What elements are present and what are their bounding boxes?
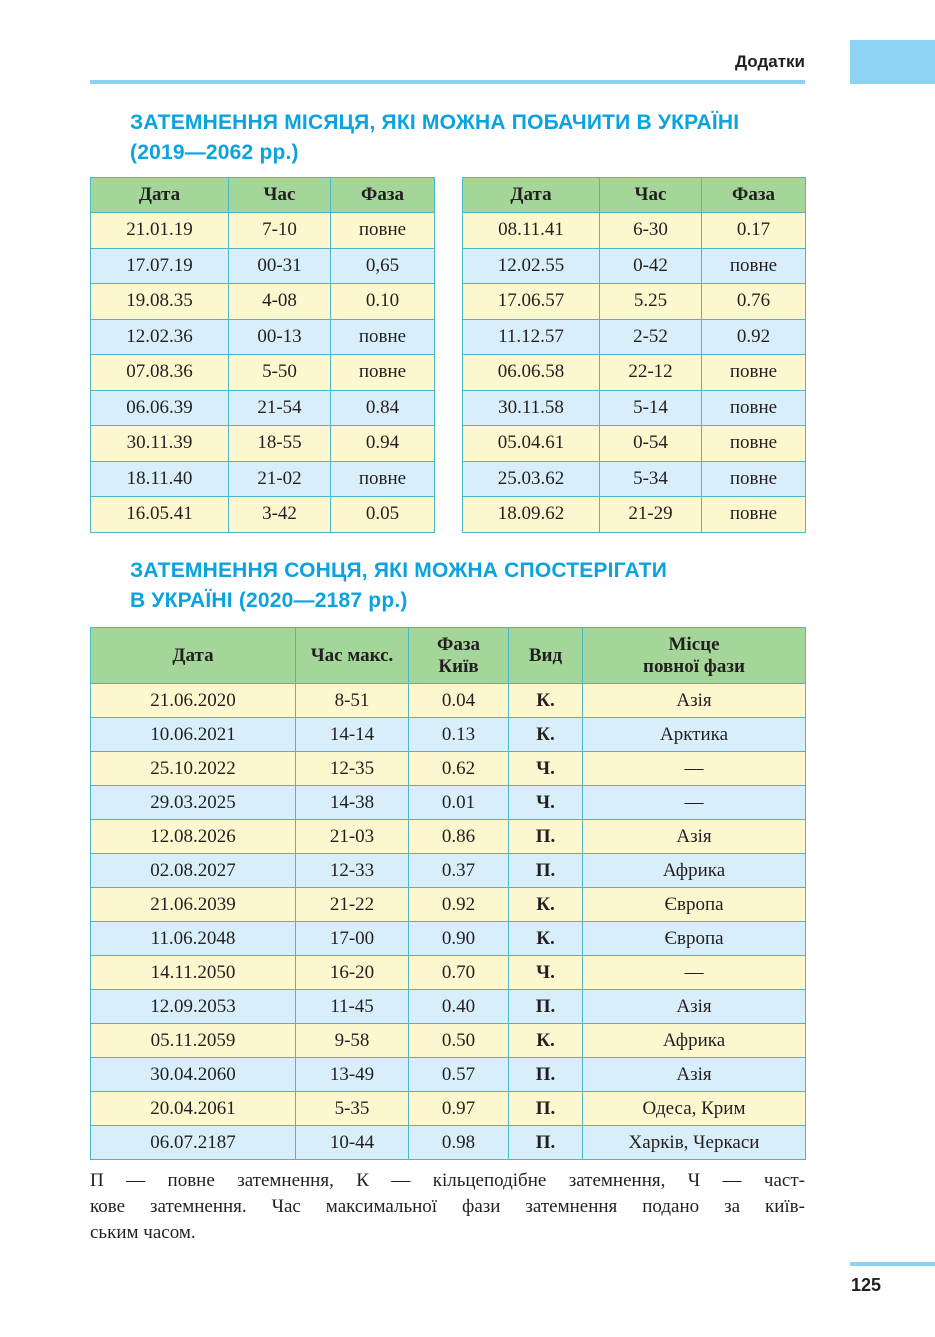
column-header-time: Час bbox=[600, 178, 702, 213]
phase-cell: повне bbox=[331, 461, 435, 497]
type-cell: К. bbox=[509, 684, 583, 718]
lunar-title-line1: ЗАТЕМНЕННЯ МІСЯЦЯ, ЯКІ МОЖНА ПОБАЧИТИ В УКРАЇНІ bbox=[130, 111, 740, 134]
table-row bbox=[91, 684, 806, 718]
table-row bbox=[91, 1024, 806, 1058]
table-row bbox=[91, 786, 806, 820]
solar-title-line2: В УКРАЇНІ (2020—2187 рр.) bbox=[130, 589, 408, 612]
lunar-title-line2: (2019—2062 рр.) bbox=[130, 141, 299, 164]
phase-cell: 0.17 bbox=[702, 213, 806, 249]
phase-cell: 0.10 bbox=[331, 284, 435, 320]
table-row bbox=[91, 248, 435, 284]
time-cell: 2-52 bbox=[600, 319, 702, 355]
phase-cell: повне bbox=[702, 497, 806, 533]
time-cell: 5-14 bbox=[600, 390, 702, 426]
date-cell: 05.04.61 bbox=[463, 426, 600, 462]
table-row bbox=[91, 854, 806, 888]
phase-cell: повне bbox=[702, 461, 806, 497]
phase-kyiv-cell: 0.98 bbox=[409, 1126, 509, 1160]
place-cell: Африка bbox=[583, 854, 806, 888]
date-cell: 21.06.2020 bbox=[91, 684, 296, 718]
table-header-row bbox=[91, 628, 806, 684]
max-time-cell: 14-14 bbox=[296, 718, 409, 752]
max-time-cell: 11-45 bbox=[296, 990, 409, 1024]
column-header-phase-line2: Київ bbox=[438, 655, 479, 677]
date-cell: 17.07.19 bbox=[91, 248, 229, 284]
time-cell: 21-02 bbox=[229, 461, 331, 497]
date-cell: 11.12.57 bbox=[463, 319, 600, 355]
column-header-type: Вид bbox=[509, 628, 583, 684]
table-row bbox=[91, 319, 435, 355]
column-header-phase-kyiv bbox=[409, 628, 509, 684]
place-cell: Азія bbox=[583, 684, 806, 718]
table-row bbox=[463, 248, 806, 284]
date-cell: 06.06.58 bbox=[463, 355, 600, 391]
column-header-phase: Фаза bbox=[702, 178, 806, 213]
table-row bbox=[91, 820, 806, 854]
place-cell: Європа bbox=[583, 922, 806, 956]
date-cell: 25.03.62 bbox=[463, 461, 600, 497]
max-time-cell: 12-33 bbox=[296, 854, 409, 888]
table-row bbox=[91, 752, 806, 786]
phase-cell: 0.84 bbox=[331, 390, 435, 426]
phase-cell: 0,65 bbox=[331, 248, 435, 284]
column-header-date: Дата bbox=[91, 178, 229, 213]
date-cell: 12.02.55 bbox=[463, 248, 600, 284]
type-cell: П. bbox=[509, 820, 583, 854]
phase-cell: 0.92 bbox=[702, 319, 806, 355]
table-row bbox=[91, 426, 435, 462]
date-cell: 25.10.2022 bbox=[91, 752, 296, 786]
max-time-cell: 14-38 bbox=[296, 786, 409, 820]
max-time-cell: 9-58 bbox=[296, 1024, 409, 1058]
max-time-cell: 16-20 bbox=[296, 956, 409, 990]
date-cell: 11.06.2048 bbox=[91, 922, 296, 956]
solar-eclipse-table bbox=[90, 627, 806, 1160]
date-cell: 08.11.41 bbox=[463, 213, 600, 249]
date-cell: 16.05.41 bbox=[91, 497, 229, 533]
table-row bbox=[463, 213, 806, 249]
date-cell: 06.07.2187 bbox=[91, 1126, 296, 1160]
time-cell: 5-34 bbox=[600, 461, 702, 497]
time-cell: 18-55 bbox=[229, 426, 331, 462]
header-tab-marker bbox=[850, 40, 935, 84]
place-cell: Африка bbox=[583, 1024, 806, 1058]
table-row bbox=[91, 922, 806, 956]
phase-kyiv-cell: 0.50 bbox=[409, 1024, 509, 1058]
date-cell: 14.11.2050 bbox=[91, 956, 296, 990]
place-cell: — bbox=[583, 752, 806, 786]
max-time-cell: 21-22 bbox=[296, 888, 409, 922]
date-cell: 12.08.2026 bbox=[91, 820, 296, 854]
phase-cell: повне bbox=[702, 390, 806, 426]
phase-cell: 0.94 bbox=[331, 426, 435, 462]
table-row bbox=[463, 426, 806, 462]
table-row bbox=[91, 284, 435, 320]
time-cell: 00-13 bbox=[229, 319, 331, 355]
column-header-max-time: Час макс. bbox=[296, 628, 409, 684]
type-cell: П. bbox=[509, 1092, 583, 1126]
time-cell: 0-42 bbox=[600, 248, 702, 284]
max-time-cell: 10-44 bbox=[296, 1126, 409, 1160]
column-header-phase-line1: Фаза bbox=[437, 633, 480, 655]
time-cell: 7-10 bbox=[229, 213, 331, 249]
phase-kyiv-cell: 0.01 bbox=[409, 786, 509, 820]
lunar-title bbox=[130, 108, 739, 168]
date-cell: 30.04.2060 bbox=[91, 1058, 296, 1092]
phase-kyiv-cell: 0.86 bbox=[409, 820, 509, 854]
phase-kyiv-cell: 0.70 bbox=[409, 956, 509, 990]
time-cell: 21-29 bbox=[600, 497, 702, 533]
lunar-eclipse-table-right bbox=[462, 177, 806, 533]
date-cell: 10.06.2021 bbox=[91, 718, 296, 752]
time-cell: 6-30 bbox=[600, 213, 702, 249]
max-time-cell: 8-51 bbox=[296, 684, 409, 718]
time-cell: 4-08 bbox=[229, 284, 331, 320]
table-row bbox=[463, 390, 806, 426]
type-cell: П. bbox=[509, 1126, 583, 1160]
date-cell: 30.11.39 bbox=[91, 426, 229, 462]
max-time-cell: 21-03 bbox=[296, 820, 409, 854]
footnote-line3: ським часом. bbox=[90, 1222, 196, 1243]
footer-rule bbox=[850, 1262, 935, 1266]
date-cell: 18.11.40 bbox=[91, 461, 229, 497]
table-row bbox=[463, 461, 806, 497]
time-cell: 21-54 bbox=[229, 390, 331, 426]
header-rule bbox=[90, 80, 805, 84]
table-row bbox=[91, 497, 435, 533]
table-row bbox=[91, 1126, 806, 1160]
time-cell: 3-42 bbox=[229, 497, 331, 533]
footnote-line1: П — повне затемнення, К — кільцеподібне затемнення, Ч — част- bbox=[90, 1170, 805, 1191]
table-row bbox=[463, 355, 806, 391]
place-cell: Одеса, Крим bbox=[583, 1092, 806, 1126]
phase-kyiv-cell: 0.37 bbox=[409, 854, 509, 888]
time-cell: 22-12 bbox=[600, 355, 702, 391]
place-cell: — bbox=[583, 956, 806, 990]
date-cell: 12.09.2053 bbox=[91, 990, 296, 1024]
phase-kyiv-cell: 0.97 bbox=[409, 1092, 509, 1126]
table-row bbox=[463, 497, 806, 533]
phase-cell: повне bbox=[331, 213, 435, 249]
lunar-eclipse-table-left bbox=[90, 177, 435, 533]
column-header-phase: Фаза bbox=[331, 178, 435, 213]
phase-cell: 0.76 bbox=[702, 284, 806, 320]
place-cell: Азія bbox=[583, 1058, 806, 1092]
type-cell: К. bbox=[509, 888, 583, 922]
place-cell: Європа bbox=[583, 888, 806, 922]
place-cell: Харків, Черкаси bbox=[583, 1126, 806, 1160]
type-cell: Ч. bbox=[509, 786, 583, 820]
time-cell: 5-50 bbox=[229, 355, 331, 391]
date-cell: 29.03.2025 bbox=[91, 786, 296, 820]
phase-kyiv-cell: 0.92 bbox=[409, 888, 509, 922]
date-cell: 17.06.57 bbox=[463, 284, 600, 320]
place-cell: Азія bbox=[583, 990, 806, 1024]
table-row bbox=[91, 1058, 806, 1092]
time-cell: 00-31 bbox=[229, 248, 331, 284]
date-cell: 02.08.2027 bbox=[91, 854, 296, 888]
date-cell: 21.01.19 bbox=[91, 213, 229, 249]
type-cell: П. bbox=[509, 854, 583, 888]
column-header-date: Дата bbox=[463, 178, 600, 213]
table-row bbox=[91, 390, 435, 426]
max-time-cell: 12-35 bbox=[296, 752, 409, 786]
date-cell: 21.06.2039 bbox=[91, 888, 296, 922]
table-row bbox=[91, 213, 435, 249]
type-cell: К. bbox=[509, 922, 583, 956]
phase-cell: повне bbox=[702, 426, 806, 462]
column-header-place-line2: повної фази bbox=[643, 655, 745, 677]
place-cell: Арктика bbox=[583, 718, 806, 752]
column-header-time: Час bbox=[229, 178, 331, 213]
phase-cell: 0.05 bbox=[331, 497, 435, 533]
type-cell: Ч. bbox=[509, 752, 583, 786]
phase-cell: повне bbox=[702, 355, 806, 391]
date-cell: 07.08.36 bbox=[91, 355, 229, 391]
date-cell: 30.11.58 bbox=[463, 390, 600, 426]
table-row bbox=[463, 319, 806, 355]
table-row bbox=[91, 461, 435, 497]
phase-kyiv-cell: 0.04 bbox=[409, 684, 509, 718]
solar-title-line1: ЗАТЕМНЕННЯ СОНЦЯ, ЯКІ МОЖНА СПОСТЕРІГАТИ bbox=[130, 559, 668, 582]
phase-kyiv-cell: 0.90 bbox=[409, 922, 509, 956]
date-cell: 20.04.2061 bbox=[91, 1092, 296, 1126]
column-header-place bbox=[583, 628, 806, 684]
type-cell: К. bbox=[509, 718, 583, 752]
max-time-cell: 17-00 bbox=[296, 922, 409, 956]
table-header-row bbox=[91, 178, 435, 213]
solar-title bbox=[130, 556, 667, 616]
table-row bbox=[91, 355, 435, 391]
table-row bbox=[463, 284, 806, 320]
phase-kyiv-cell: 0.40 bbox=[409, 990, 509, 1024]
type-cell: К. bbox=[509, 1024, 583, 1058]
place-cell: — bbox=[583, 786, 806, 820]
page-number: 125 bbox=[850, 1275, 882, 1295]
date-cell: 19.08.35 bbox=[91, 284, 229, 320]
phase-cell: повне bbox=[331, 355, 435, 391]
table-row bbox=[91, 990, 806, 1024]
table-row bbox=[91, 718, 806, 752]
table-row bbox=[91, 1092, 806, 1126]
time-cell: 0-54 bbox=[600, 426, 702, 462]
phase-cell: повне bbox=[702, 248, 806, 284]
footnote-line2: кове затемнення. Час максимальної фази затемнення подано за київ- bbox=[90, 1196, 805, 1217]
table-row bbox=[91, 888, 806, 922]
time-cell: 5.25 bbox=[600, 284, 702, 320]
max-time-cell: 13-49 bbox=[296, 1058, 409, 1092]
phase-kyiv-cell: 0.57 bbox=[409, 1058, 509, 1092]
date-cell: 05.11.2059 bbox=[91, 1024, 296, 1058]
phase-kyiv-cell: 0.62 bbox=[409, 752, 509, 786]
table-header-row bbox=[463, 178, 806, 213]
place-cell: Азія bbox=[583, 820, 806, 854]
table-row bbox=[91, 956, 806, 990]
phase-cell: повне bbox=[331, 319, 435, 355]
section-header-title: Додатки bbox=[734, 52, 805, 71]
footnote bbox=[90, 1168, 805, 1246]
type-cell: Ч. bbox=[509, 956, 583, 990]
phase-kyiv-cell: 0.13 bbox=[409, 718, 509, 752]
date-cell: 12.02.36 bbox=[91, 319, 229, 355]
column-header-date: Дата bbox=[91, 628, 296, 684]
type-cell: П. bbox=[509, 1058, 583, 1092]
max-time-cell: 5-35 bbox=[296, 1092, 409, 1126]
date-cell: 18.09.62 bbox=[463, 497, 600, 533]
date-cell: 06.06.39 bbox=[91, 390, 229, 426]
column-header-place-line1: Місце bbox=[668, 633, 720, 655]
type-cell: П. bbox=[509, 990, 583, 1024]
